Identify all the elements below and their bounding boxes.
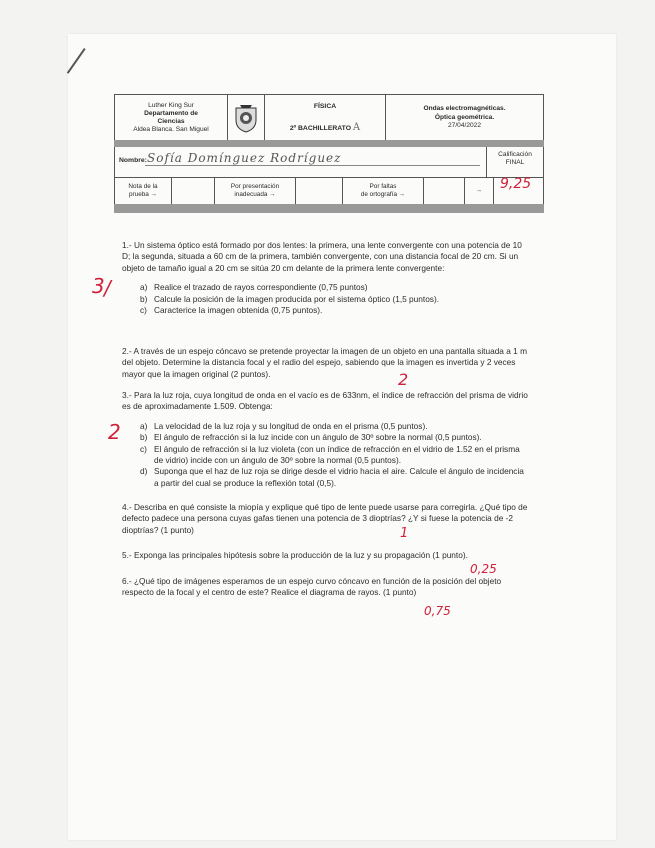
group-letter: A [352,122,361,133]
score-q6: 0,75 [424,604,451,618]
question-1: 1.- Un sistema óptico está formado por dos lentes: la primera, una lente convergente con una potencia de 10 D; la segunda, situada a 60 cm de la primera, también convergente, con una distancia focal de 20 cm. Si un objeto de tamaño igual a 20 cm se sitúa 20 cm delante de la primera lente convergente: a) Realice el trazado de rayos correspondiente (0,75 puntos) b) Calcule la posición de la imagen producida por el sistema óptico (1,5 puntos). c) Caracterice la imagen obtenida (0,75 puntos). [122,240,530,316]
question-3b: b) El ángulo de refracción si la luz incide con un ángulo de 30º sobre la normal (0,5 puntos). [140,432,482,443]
score-q2: 2 [398,370,409,389]
question-3: 3.- Para la luz roja, cuya longitud de onda en el vacío es de 633nm, el índice de refracción del prisma de vidrio es de aproximadamente 1.509. Obtenga: a) La velocidad de la luz roja y su longitud de onda en el prisma (0,5 puntos). b) El ángulo de refracción si la luz incide con un ángulo de 30º sobre la normal (0,5 puntos). c) El ángulo de refracción si la luz violeta (con un índice de refracción en el vidrio de 1.52 en el prisma de vidrio) incide con un ángulo de 30º sobre la normal (0,5 puntos). d) Suponga que el haz de luz roja se dirige desde el vidrio hacia el aire. Calcule el ángulo de incidencia a partir del cual se produce la reflexión total (0,5). [122,390,530,489]
question-3a: a) La velocidad de la luz roja y su longitud de onda en el prisma (0,5 puntos). [140,420,428,431]
divider-bar [114,204,544,213]
topic-cell: Ondas electromagnéticas. Óptica geométrica. 27/04/2022 [423,105,506,130]
final-grade-cell: Calificación FINAL [498,151,532,166]
question-6: 6.- ¿Qué tipo de imágenes esperamos de un espejo curvo cóncavo en función de la posición del objeto respecto de la focal y el centro de este? Realice el diagrama de rayos. (1 punto) [122,576,502,598]
question-1b: b) Calcule la posición de la imagen producida por el sistema óptico (1,5 puntos). [140,293,440,304]
question-2: 2.- A través de un espejo cóncavo se pretende proyectar la imagen de un objeto en una pantalla situada a 1 m del objeto. Determine la distancia focal y el radio del espejo, sabiendo que la imagen es invertida y 2 veces mayor que la imagen original (2 puntos). [122,346,527,379]
score-q1: 3 [92,274,105,298]
name-line [145,165,480,166]
divider-bar [114,140,544,147]
score-mark: / [104,276,111,300]
question-5: 5.- Exponga las principales hipótesis sobre la producción de la luz y su propagación (1 punto). [122,550,468,560]
question-4: 4.- Describa en qué consiste la miopía y explique qué tipo de lente puede usarse para corregirla. ¿Qué tipo de defecto padece una persona cuyas gafas tienen una potencia de 3 dioptrías? ¿Y si fuese la potencia de -2 dioptrías? (1 punto) [122,502,528,535]
school-info: Luther King Sur Departamento de Ciencias Aldea Blanca. San Miguel [115,95,228,141]
notes-row: Nota de la prueba → Por presentación inadecuada → Por faltas de ortografía → → [114,177,544,205]
question-3c: c) El ángulo de refracción si la luz violeta (con un índice de refracción en el vidrio de 1.52 en el prisma de vidrio) incide con un ángulo de 30º sobre la normal (0,5 puntos). [140,443,520,466]
score-q3: 2 [108,420,121,444]
school-crest-icon [228,95,265,141]
score-q4: 1 [400,526,409,541]
name-row: Nombre: Sofía Domínguez Rodríguez Calificación FINAL [114,147,544,178]
question-3d: d) Suponga que el haz de luz roja se dirige desde el vidrio hacia el aire. Calcule el ángulo de incidencia a partir del cual se produce la reflexión total (0,5). [140,466,524,488]
student-name: Sofía Domínguez Rodríguez [147,151,342,165]
question-1c: c) Caracterice la imagen obtenida (0,75 puntos). [140,305,323,316]
final-grade: 9,25 [500,176,532,192]
subject-cell: FÍSICA 2º BACHILLERATO A [265,95,386,141]
question-1a: a) Realice el trazado de rayos correspondiente (0,75 puntos) [140,282,368,293]
exam-header [114,94,544,142]
score-q5: 0,25 [470,562,497,576]
